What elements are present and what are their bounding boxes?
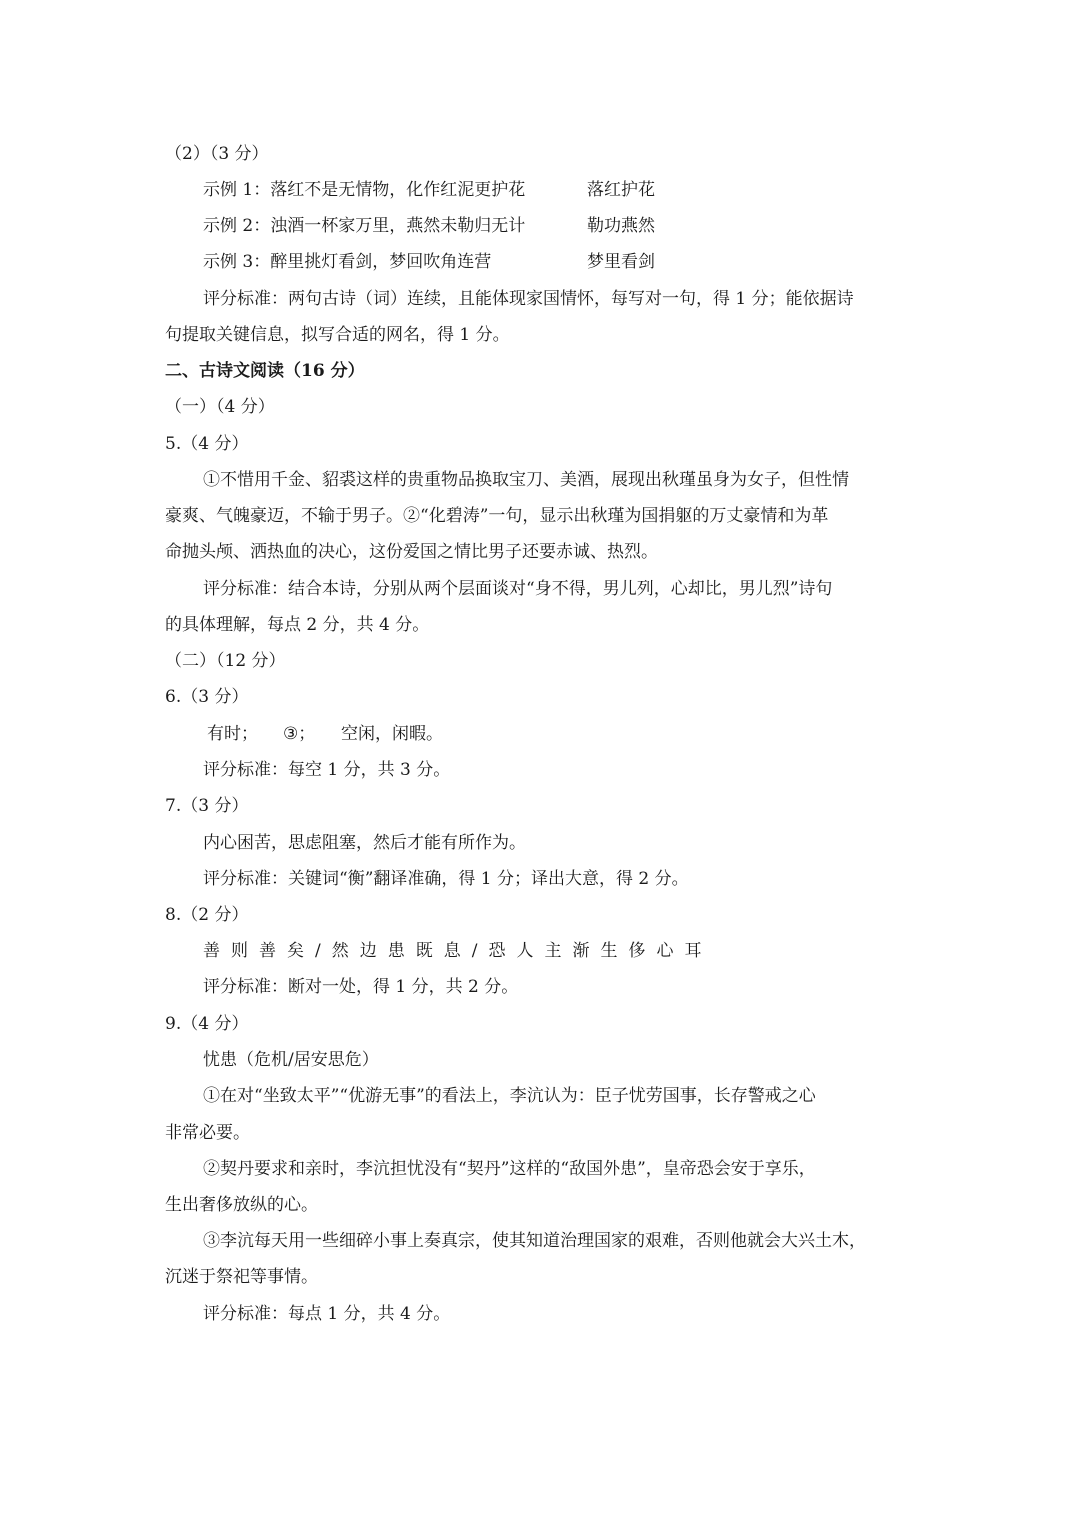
q8-heading: 8.（2 分） [165,905,249,925]
q5-answer-line-3: 命抛头颅、洒热血的决心，这份爱国之情比男子还要赤诚、热烈。 [165,542,658,562]
q9-heading: 9.（4 分） [165,1014,249,1034]
example-2-netname: 勒功燕然 [587,216,655,236]
q6-heading: 6.（3 分） [165,687,249,707]
q2-criteria-line-2: 句提取关键信息，拟写合适的网名，得 1 分。 [165,325,510,345]
q9-point-1-line-1: ①在对“坐致太平”“优游无事”的看法上，李沆认为：臣子忧劳国事，长存警戒之心 [203,1086,816,1106]
q9-point-2-line-1: ②契丹要求和亲时，李沆担忧没有“契丹”这样的“敌国外患”，皇帝恐会安于享乐， [203,1159,816,1179]
q2-heading: （2）（3 分） [165,144,269,164]
q6-answer-1: 有时； [207,724,258,744]
example-1-netname: 落红护花 [587,180,655,200]
q9-criteria: 评分标准：每点 1 分，共 4 分。 [203,1304,451,1324]
q6-answer-3: 空闲，闲暇。 [341,724,443,744]
q5-answer-line-1: ①不惜用千金、貂裘这样的贵重物品换取宝刀、美酒，展现出秋瑾虽身为女子，但性情 [203,470,849,490]
example-1-verse: 落红不是无情物，化作红泥更护花 [270,180,526,200]
section-2-title: 二、古诗文阅读（16 分） [165,361,365,381]
q5-criteria-line-1: 评分标准：结合本诗，分别从两个层面谈对“身不得，男儿列，心却比，男儿烈”诗句 [203,579,833,599]
example-1-label: 示例 1： [203,180,271,200]
example-2 [203,213,525,239]
q7-answer: 内心困苦，思虑阻塞，然后才能有所作为。 [203,833,526,853]
subsection-1-heading: （一）（4 分） [165,397,275,417]
example-3-verse: 醉里挑灯看剑，梦回吹角连营 [270,252,492,272]
q5-answer-line-2: 豪爽、气魄豪迈，不输于男子。②“化碧涛”一句，显示出秋瑾为国捐躯的万丈豪情和为革 [165,506,829,526]
example-2-verse: 浊酒一杯家万里，燕然未勒归无计 [270,216,526,236]
q9-point-2-line-2: 生出奢侈放纵的心。 [165,1195,318,1215]
q5-criteria-line-2: 的具体理解，每点 2 分，共 4 分。 [165,615,430,635]
q7-heading: 7.（3 分） [165,796,249,816]
q8-answer: 善则善矣/然边患既息/恐人主渐生侈心耳 [203,941,713,961]
q7-criteria: 评分标准：关键词“衡”翻译准确，得 1 分；译出大意，得 2 分。 [203,869,689,889]
q9-answer-head: 忧患（危机/居安思危） [203,1050,379,1070]
q9-point-3-line-1: ③李沆每天用一些细碎小事上奏真宗，使其知道治理国家的艰难，否则他就会大兴土木， [203,1231,866,1251]
example-3 [203,249,491,275]
q5-heading: 5.（4 分） [165,434,249,454]
q6-criteria: 评分标准：每空 1 分，共 3 分。 [203,760,451,780]
q2-criteria-line-1: 评分标准：两句古诗（词）连续，且能体现家国情怀，每写对一句，得 1 分；能依据诗 [203,289,854,309]
example-3-netname: 梦里看剑 [587,252,655,272]
q8-criteria: 评分标准：断对一处，得 1 分，共 2 分。 [203,977,519,997]
q6-answer-2: ③； [283,724,316,744]
example-3-label: 示例 3： [203,252,271,272]
subsection-2-heading: （二）（12 分） [165,651,286,671]
q9-point-3-line-2: 沉迷于祭祀等事情。 [165,1267,318,1287]
example-1 [203,177,525,203]
q9-point-1-line-2: 非常必要。 [165,1123,250,1143]
q6-answers [207,721,443,747]
example-2-label: 示例 2： [203,216,271,236]
